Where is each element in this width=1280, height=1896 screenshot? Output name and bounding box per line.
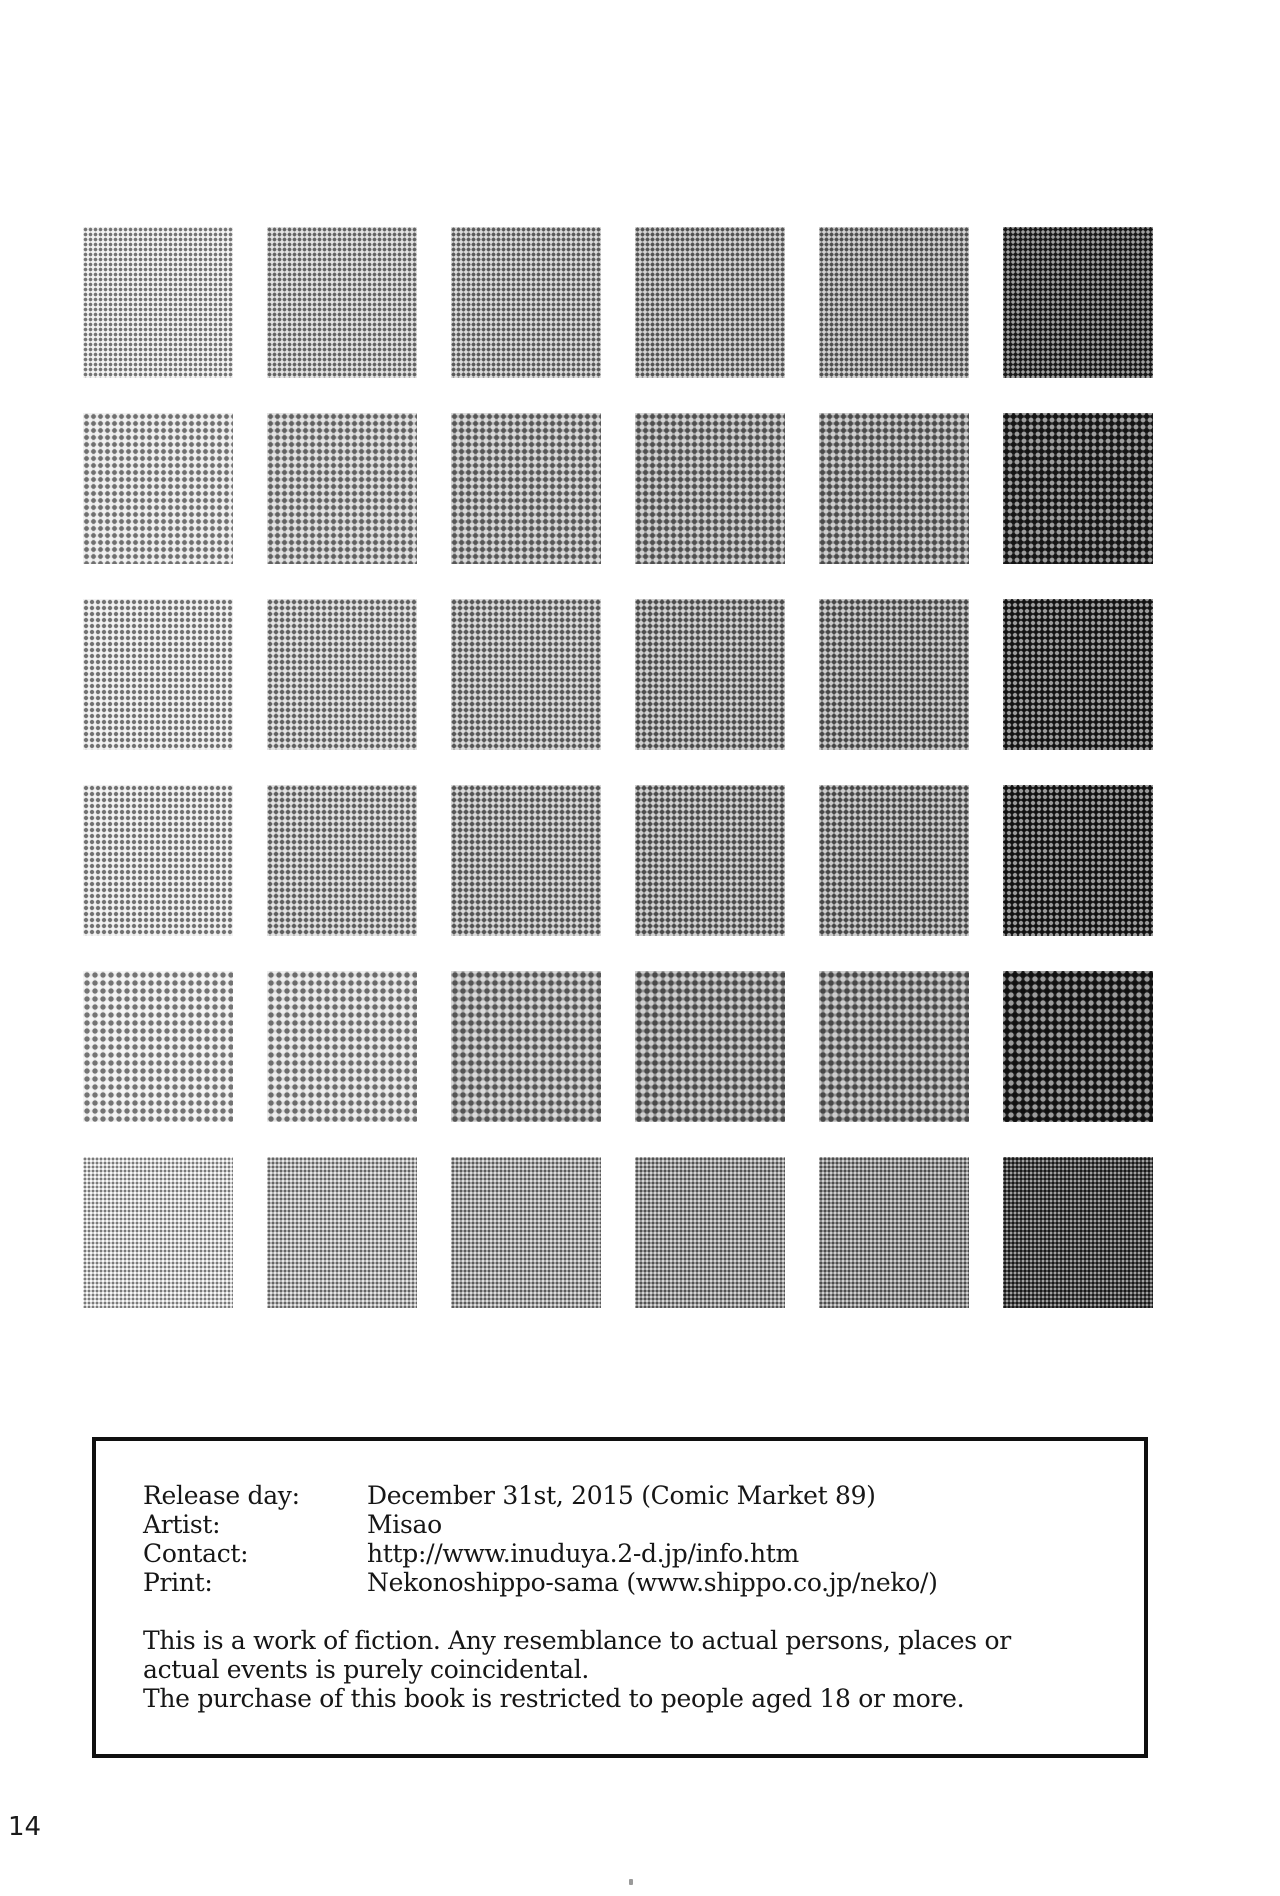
tone-swatch-r1-c4	[635, 227, 785, 378]
tone-swatch-r5-c1	[83, 971, 233, 1122]
tone-swatch-r5-c3	[451, 971, 601, 1122]
screentone-sample-grid	[83, 227, 1153, 1308]
tone-swatch-r6-c3	[451, 1157, 601, 1308]
credit-row	[143, 1510, 938, 1539]
credit-value: http://www.inuduya.2-d.jp/info.htm	[367, 1539, 799, 1568]
tone-swatch-r5-c6	[1003, 971, 1153, 1122]
credit-row	[143, 1481, 938, 1510]
tone-swatch-r1-c3	[451, 227, 601, 378]
disclaimer-line: actual events is purely coincidental.	[143, 1655, 590, 1684]
print-speck	[629, 1879, 633, 1885]
tone-swatch-r4-c6	[1003, 785, 1153, 936]
credit-label: Print:	[143, 1568, 213, 1597]
tone-swatch-r2-c3	[451, 413, 601, 564]
tone-swatch-r6-c5	[819, 1157, 969, 1308]
disclaimer-line: This is a work of fiction. Any resemblance to actual persons, places or	[143, 1626, 1011, 1655]
tone-swatch-r6-c2	[267, 1157, 417, 1308]
tone-swatch-r5-c5	[819, 971, 969, 1122]
tone-swatch-r3-c6	[1003, 599, 1153, 750]
tone-swatch-r6-c1	[83, 1157, 233, 1308]
tone-swatch-r2-c4	[635, 413, 785, 564]
tone-swatch-r4-c2	[267, 785, 417, 936]
tone-swatch-r1-c6	[1003, 227, 1153, 378]
credit-row	[143, 1568, 938, 1597]
tone-swatch-r1-c2	[267, 227, 417, 378]
disclaimer-text	[143, 1626, 1011, 1713]
credit-label: Release day:	[143, 1481, 300, 1510]
tone-swatch-r3-c4	[635, 599, 785, 750]
tone-swatch-r2-c2	[267, 413, 417, 564]
tone-swatch-r6-c4	[635, 1157, 785, 1308]
tone-swatch-r3-c5	[819, 599, 969, 750]
tone-swatch-r4-c4	[635, 785, 785, 936]
tone-swatch-r4-c3	[451, 785, 601, 936]
credit-value: Misao	[367, 1510, 442, 1539]
tone-swatch-r5-c2	[267, 971, 417, 1122]
tone-swatch-r3-c1	[83, 599, 233, 750]
page-number: 14	[8, 1812, 42, 1842]
credit-row	[143, 1539, 938, 1568]
credit-value: Nekonoshippo-sama (www.shippo.co.jp/neko/)	[367, 1568, 938, 1597]
credits-list	[143, 1481, 938, 1597]
tone-swatch-r4-c1	[83, 785, 233, 936]
disclaimer-line: The purchase of this book is restricted to people aged 18 or more.	[143, 1684, 965, 1713]
tone-swatch-r3-c2	[267, 599, 417, 750]
credit-value: December 31st, 2015 (Comic Market 89)	[367, 1481, 876, 1510]
tone-swatch-r2-c1	[83, 413, 233, 564]
tone-swatch-r4-c5	[819, 785, 969, 936]
tone-swatch-r5-c4	[635, 971, 785, 1122]
tone-swatch-r6-c6	[1003, 1157, 1153, 1308]
tone-swatch-r1-c5	[819, 227, 969, 378]
tone-swatch-r2-c5	[819, 413, 969, 564]
colophon-box	[92, 1437, 1148, 1758]
credit-label: Contact:	[143, 1539, 249, 1568]
tone-swatch-r2-c6	[1003, 413, 1153, 564]
tone-swatch-r3-c3	[451, 599, 601, 750]
tone-swatch-r1-c1	[83, 227, 233, 378]
credit-label: Artist:	[143, 1510, 221, 1539]
